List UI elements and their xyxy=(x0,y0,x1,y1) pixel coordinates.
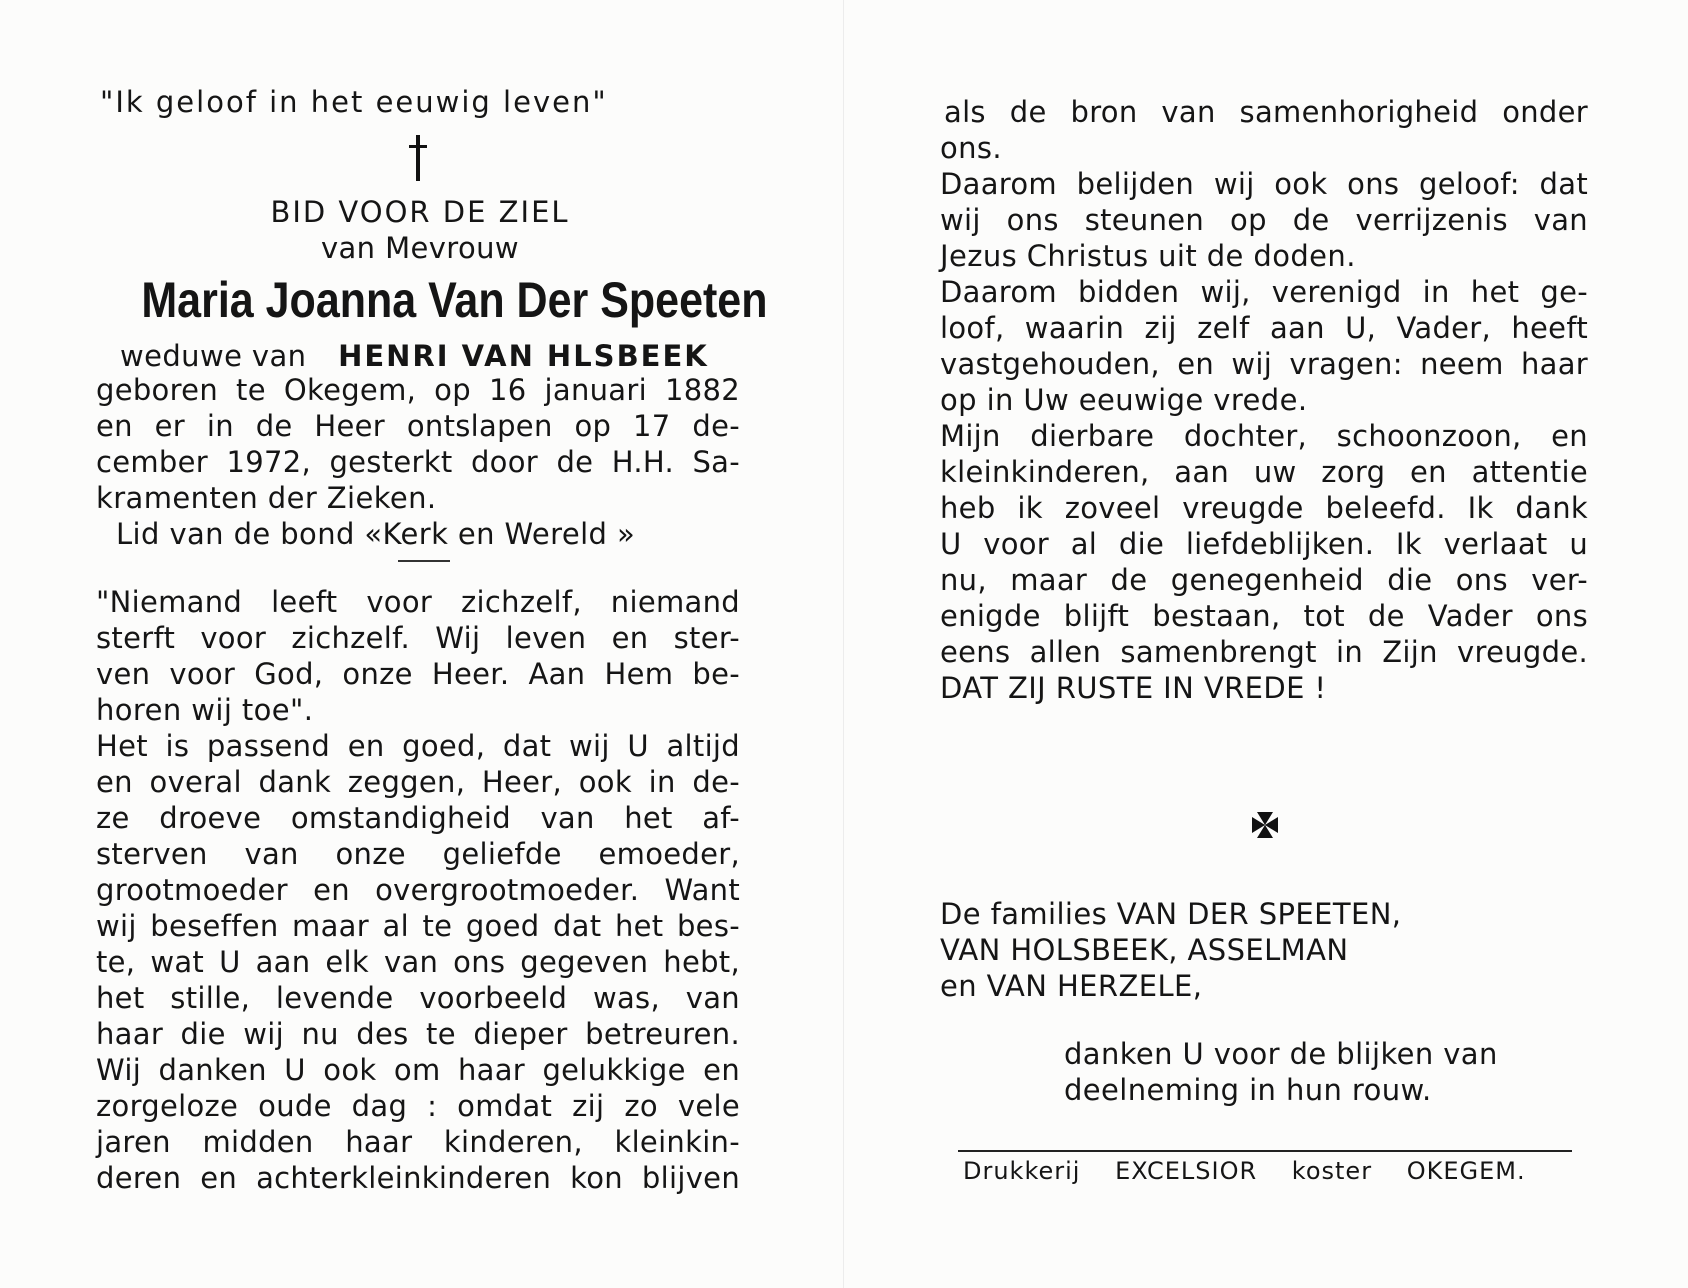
printer-word: Drukkerij xyxy=(963,1157,1081,1185)
text-line: en overal dank zeggen, Heer, ook in de- xyxy=(96,765,740,799)
text-line: Daarom bidden wij, verenigd in het ge- xyxy=(940,275,1588,309)
text-line: sterven van onze geliefde emoeder, xyxy=(96,837,740,871)
thanks-line: deelneming in hun rouw. xyxy=(1064,1073,1432,1107)
deceased-name: Maria Joanna Van Der Speeten xyxy=(141,272,768,328)
text-line: Het is passend en goed, dat wij U altijd xyxy=(96,729,740,763)
footer-divider xyxy=(958,1150,1572,1152)
printer-word: koster xyxy=(1291,1157,1373,1185)
text-line: eens allen samenbrengt in Zijn vreugde. xyxy=(940,635,1588,669)
thanks-line: danken U voor de blijken van xyxy=(1064,1037,1498,1071)
epigraph: "Ik geloof in het eeuwig leven" xyxy=(100,85,608,119)
text-line: kleinkinderen, aan uw zorg en attentie xyxy=(940,455,1588,489)
text-line: "Niemand leeft voor zichzelf, niemand xyxy=(96,585,740,619)
prayer-heading: BID VOOR DE ZIEL xyxy=(270,195,570,229)
text-line: wij beseffen maar al te goed dat het bes- xyxy=(96,909,740,943)
bio-line: kramenten der Zieken. xyxy=(96,481,437,515)
printer-name: EXCELSIOR xyxy=(1115,1157,1258,1185)
text-line: sterft voor zichzelf. Wij leven en ster- xyxy=(96,621,740,655)
bio-line: en er in de Heer ontslapen op 17 de- xyxy=(96,409,740,443)
bio-line: geboren te Okegem, op 16 januari 1882 xyxy=(96,373,740,407)
maltese-cross-icon xyxy=(1250,810,1280,840)
text-line: te, wat U aan elk van ons gegeven hebt, xyxy=(96,945,740,979)
text-line: ze droeve omstandigheid van het af- xyxy=(96,801,740,835)
text-line: grootmoeder en overgrootmoeder. Want xyxy=(96,873,740,907)
divider xyxy=(398,560,450,562)
families-line: De families VAN DER SPEETEN, xyxy=(940,897,1402,931)
membership-line: Lid van de bond «Kerk en Wereld » xyxy=(116,517,636,551)
text-line: vastgehouden, en wij vragen: neem haar xyxy=(940,347,1588,381)
text-line: horen wij toe". xyxy=(96,693,314,727)
bio-line: cember 1972, gesterkt door de H.H. Sa- xyxy=(96,445,740,479)
text-line: haar die wij nu des te dieper betreuren. xyxy=(96,1017,740,1051)
closing-line: DAT ZIJ RUSTE IN VREDE ! xyxy=(940,671,1327,705)
text-line: loof, waarin zij zelf aan U, Vader, heeft xyxy=(940,311,1588,345)
latin-cross-icon xyxy=(407,133,429,183)
families-line: en VAN HERZELE, xyxy=(940,969,1203,1003)
text-line: op in Uw eeuwige vrede. xyxy=(940,383,1308,417)
families-line: VAN HOLSBEEK, ASSELMAN xyxy=(940,933,1349,967)
text-line: Jezus Christus uit de doden. xyxy=(940,239,1356,273)
text-line: jaren midden haar kinderen, kleinkin- xyxy=(96,1125,740,1159)
text-line: enigde blijft bestaan, tot de Vader ons xyxy=(940,599,1588,633)
widow-prefix: weduwe van xyxy=(120,339,307,373)
text-line: U voor al die liefdeblijken. Ik verlaat u xyxy=(940,527,1588,561)
text-line: Wij danken U ook om haar gelukkige en xyxy=(96,1053,740,1087)
text-line: als de bron van samenhorigheid onder xyxy=(944,95,1588,129)
text-line: ons. xyxy=(940,131,1003,165)
text-line: zorgeloze oude dag : omdat zij zo vele xyxy=(96,1089,740,1123)
printer-place: OKEGEM. xyxy=(1406,1157,1526,1185)
text-line: deren en achterkleinkinderen kon blijven xyxy=(96,1161,740,1195)
text-line: heb ik zoveel vreugde beleefd. Ik dank xyxy=(940,491,1588,525)
widow-line xyxy=(120,338,709,374)
text-line: het stille, levende voorbeeld was, van xyxy=(96,981,740,1015)
husband-name: HENRI VAN HLSBEEK xyxy=(338,339,709,373)
printer-credit xyxy=(963,1156,1552,1186)
text-line: wij ons steunen op de verrijzenis van xyxy=(940,203,1588,237)
text-line: Daarom belijden wij ook ons geloof: dat xyxy=(940,167,1588,201)
text-line: ven voor God, onze Heer. Aan Hem be- xyxy=(96,657,740,691)
left-page xyxy=(0,0,843,1288)
text-line: nu, maar de genegenheid die ons ver- xyxy=(940,563,1588,597)
prayer-subheading: van Mevrouw xyxy=(320,231,520,265)
text-line: Mijn dierbare dochter, schoonzoon, en xyxy=(940,419,1588,453)
right-page xyxy=(844,0,1688,1288)
